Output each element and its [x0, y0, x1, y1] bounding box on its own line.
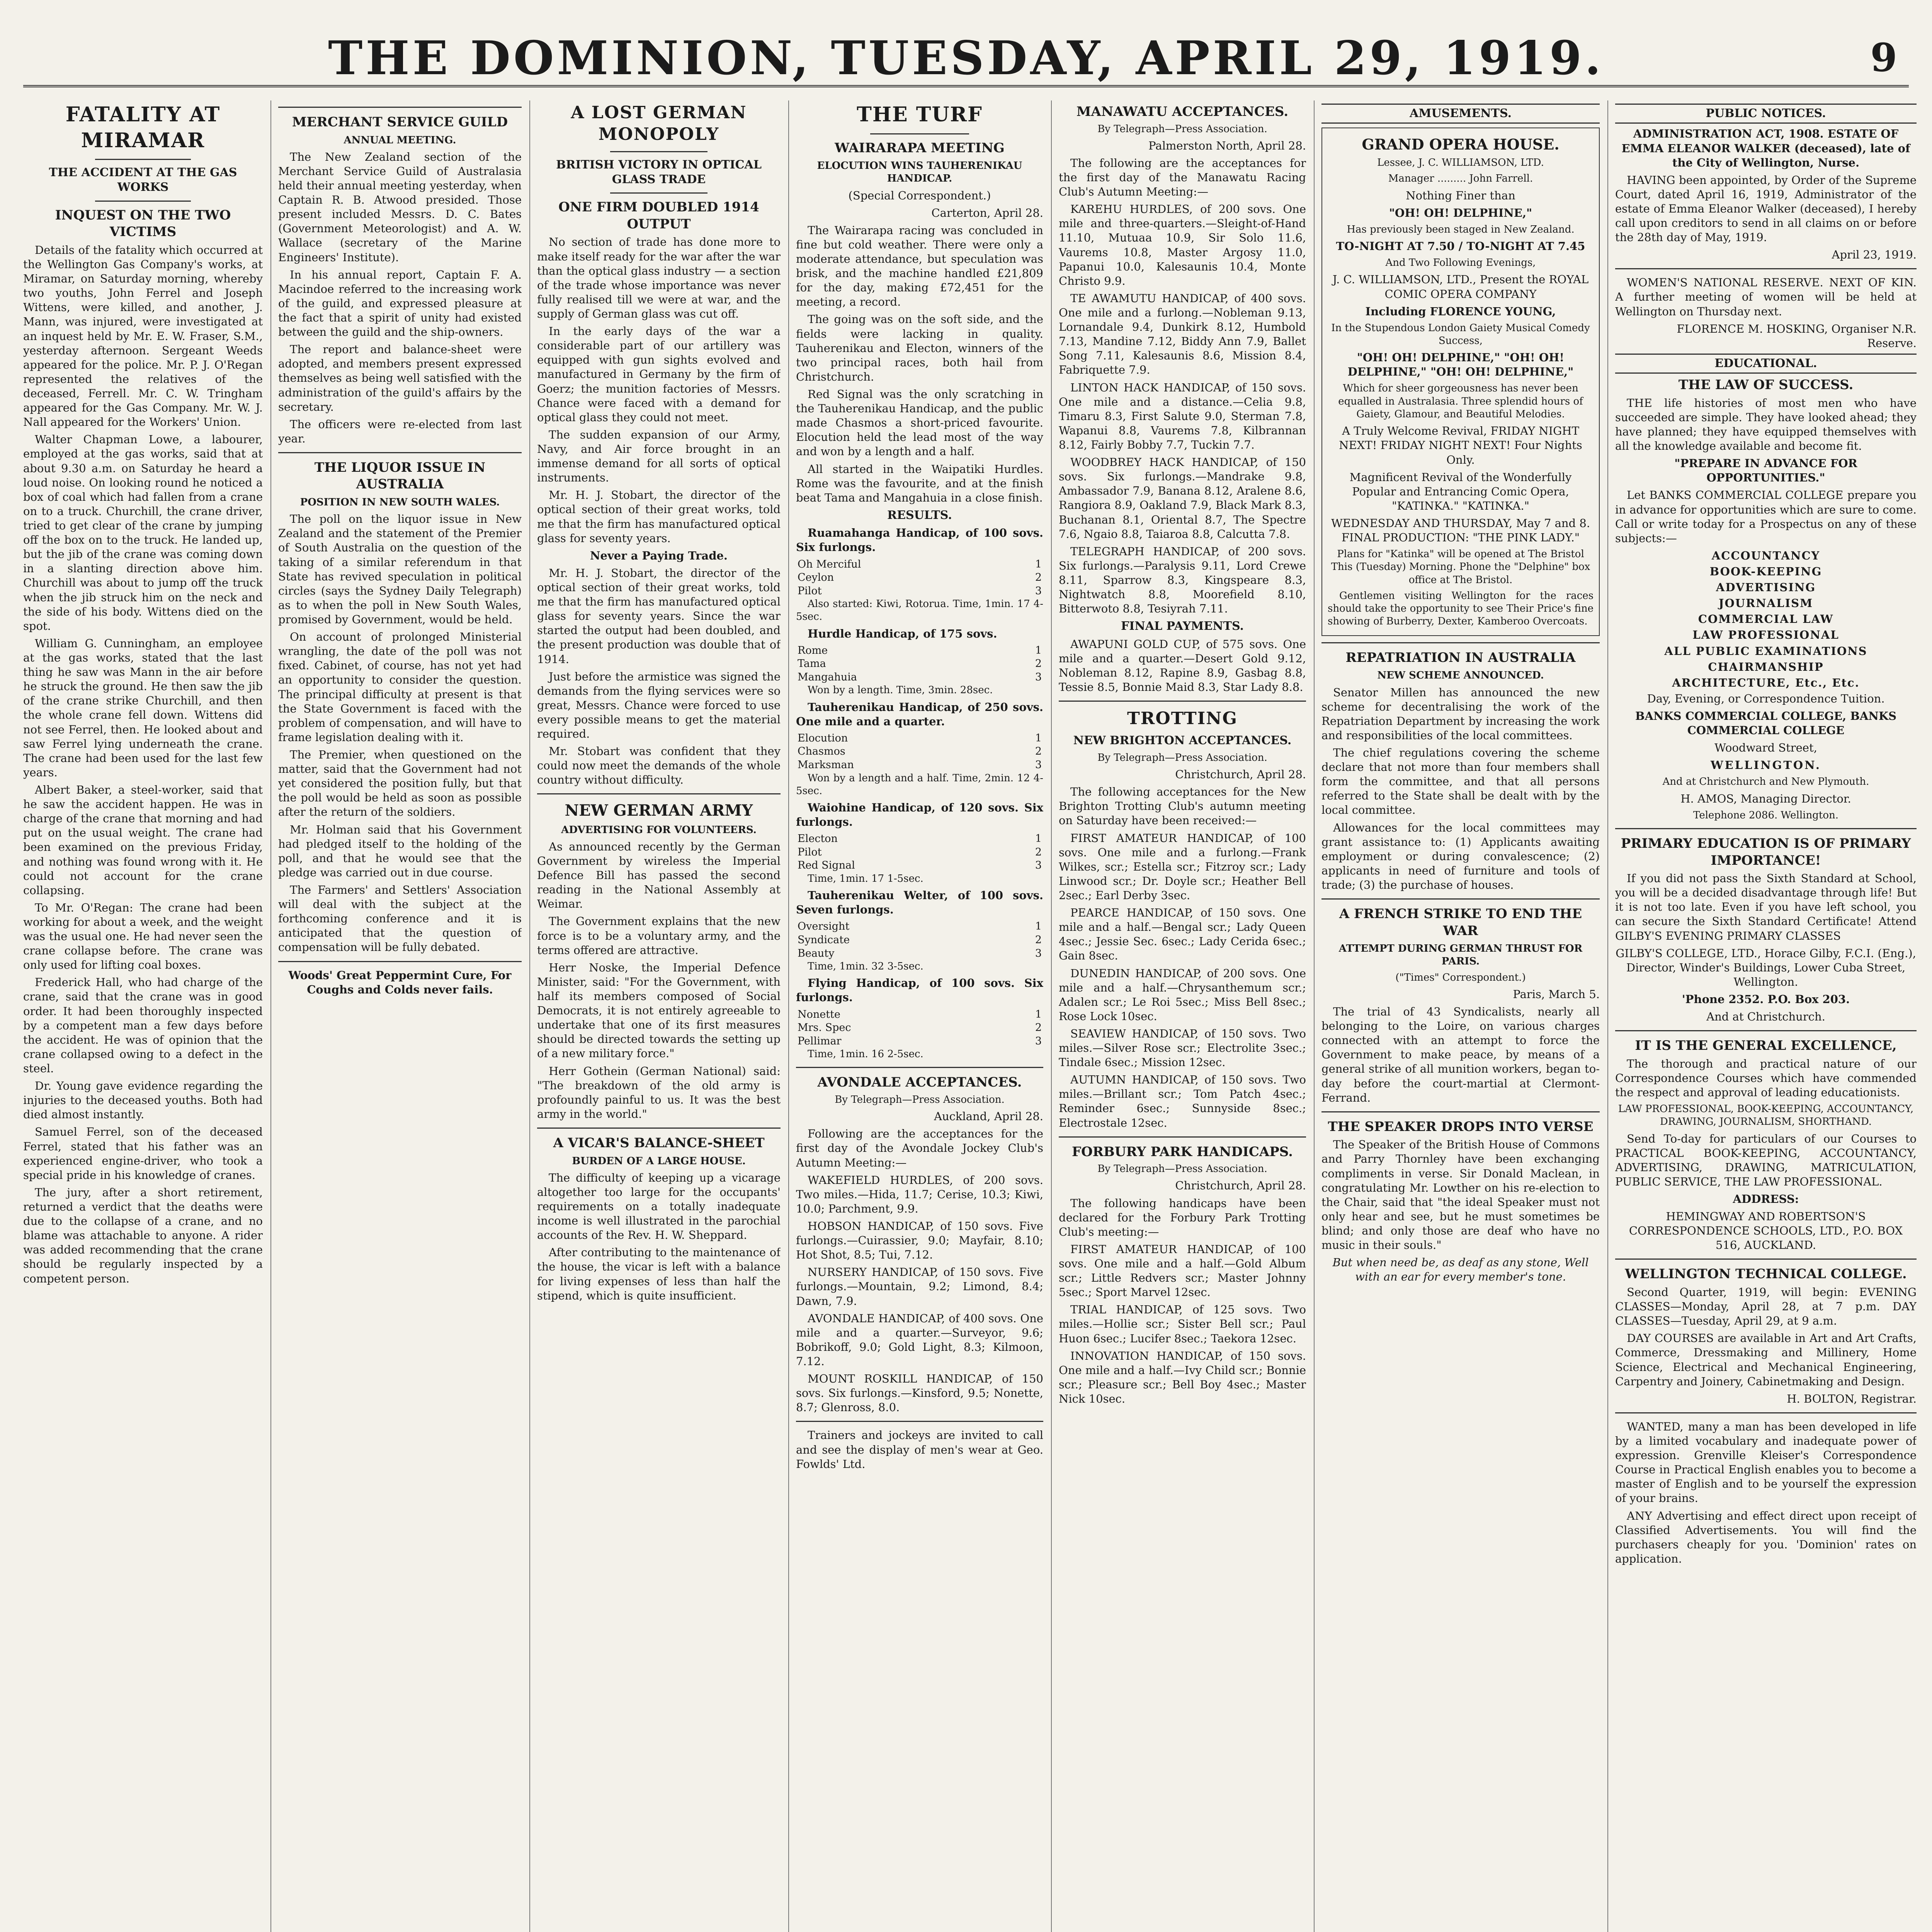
column-rule [529, 100, 530, 1932]
horse-name: Pilot [798, 585, 822, 597]
article-paragraph: On account of prolonged Ministerial wrangling, the date of the poll was not fixed. Cabinet, of course, has not yet had an opportunity to consider the question. The principal difficulty at present is that the State Government is faced with the problem of compensation, and will have to frame legislation dealing with it. [278, 630, 522, 744]
byline: (Special Correspondent.) [848, 189, 991, 202]
article-paragraph: Walter Chapman Lowe, a labourer, employed at the gas works, said that at about 9.30 a.m. on Saturday he heard a loud noise. On looking round he noticed a box of coal which had fallen from a crane on to a truck. Churchill, the crane driver, tried to get clear of the crane by jumping off the box on to the truck. He landed up, but the jib of the crane was coming down in a slanting direction above him. Churchill was about to jump off the truck when the jib struck him on the neck and the side of his body. Wittens died on the spot. [23, 433, 263, 633]
horse-placing: 1 [1035, 920, 1042, 933]
headline-turf: THE TURF [857, 103, 983, 126]
subject-item: ACCOUNTANCY [1711, 549, 1820, 562]
placing-row [796, 759, 1043, 772]
placing-row [796, 846, 1043, 859]
article-paragraph: Mr. Stobart was confident that they could now meet the demands of the whole country without difficulty. [537, 745, 781, 787]
byline: By Telegraph—Press Association. [835, 1094, 1005, 1105]
headline-merchant-guild: MERCHANT SERVICE GUILD [292, 114, 508, 130]
headline-speaker: THE SPEAKER DROPS INTO VERSE [1328, 1119, 1594, 1134]
column-rule [270, 100, 271, 1932]
article-paragraph: Trainers and jockeys are invited to call and see the display of men's wear at Geo. Fowlds' Ltd. [796, 1429, 1043, 1471]
acceptance-entry: TRIAL HANDICAP, of 125 sovs. Two miles.—Hollie scr.; Sister Bell scr.; Paul Huon 6sec.; Lucifer 8sec.; Taekora 12sec. [1059, 1303, 1306, 1345]
article-paragraph: Samuel Ferrel, son of the deceased Ferrel, stated that his father was an experienced engine-driver, who took a special pride in his knowledge of cranes. [23, 1125, 263, 1182]
opera-chorus: "OH! OH! DELPHINE," "OH! OH! DELPHINE," "OH! OH! DELPHINE," [1347, 351, 1574, 379]
notice-entry: WOMEN'S NATIONAL RESERVE. NEXT OF KIN. A further meeting of women will be held at Wellington on Thursday next. [1615, 276, 1917, 318]
article-paragraph: Red Signal was the only scratching in the Tauherenikau Handicap, and the public made Chasmos a short-priced favourite. Elocution held the lead most of the way and won by a length and a half. [796, 388, 1043, 458]
horse-name: Mangahuia [798, 671, 857, 683]
headline-law-of-success: THE LAW OF SUCCESS. [1678, 377, 1854, 393]
opera-plans: Plans for "Katinka" will be opened at The Bristol This (Tuesday) Morning. Phone the "Delphine" box office at The Bristol. [1331, 548, 1590, 586]
headline-repatriation: REPATRIATION IN AUSTRALIA [1345, 650, 1576, 665]
article-paragraph: After contributing to the maintenance of the house, the vicar is left with a balance for living expenses of less than half the stipend, which is quite insufficient. [537, 1246, 781, 1302]
horse-placing: 2 [1035, 934, 1042, 946]
horse-name: Ceylon [798, 571, 834, 584]
placing-row [796, 1021, 1043, 1035]
article-paragraph: If you did not pass the Sixth Standard at School, you will be a decided disadvantage through life! But it is not too late. Even if you have left school, you can secure the Sixth Standard Certificate! Attend GILBY'S EVENING PRIMARY CLASSES [1615, 872, 1917, 942]
acceptance-entry: NURSERY HANDICAP, of 150 sovs. Five furlongs.—Mountain, 9.2; Limond, 8.4; Dawn, 7.9. [796, 1265, 1043, 1308]
article-paragraph: The thorough and practical nature of our Correspondence Courses which have commended the respect and approval of leading educationists. [1615, 1057, 1917, 1099]
article-paragraph: In his annual report, Captain F. A. Macindoe referred to the increasing work of the guild, and expressed pleasure at the fact that a spirit of unity had existed between the guild and the ship-owners. [278, 268, 522, 339]
placing-row [796, 1035, 1043, 1048]
placing-row [796, 947, 1043, 961]
horse-name: Oh Merciful [798, 558, 861, 570]
notice-date: April 23, 1919. [1832, 248, 1917, 262]
acceptance-entry: TE AWAMUTU HANDICAP, of 400 sovs. One mile and a furlong.—Nobleman 9.13, Lornandale 9.4, Dunkirk 8.12, Humbold 7.13, Mandine 7.12, Biddy Ann 7.9, Ballet Song 7.11, Kalesaunis 8.6, Mission 8.4, Fabriquette 7.9. [1059, 291, 1306, 377]
opera-following: And Two Following Evenings, [1385, 257, 1536, 269]
college-city: WELLINGTON. [1711, 759, 1821, 772]
placing-row [796, 1008, 1043, 1022]
article-paragraph: The Speaker of the British House of Commons and Parry Thornley have been exchanging compliments in verse. Sir Donald Maclean, in congratulating Mr. Lowther on his re-election to the Chair, said that "the ideal Speaker must not only hear and see, but he must sometimes be blind; and only those are deaf who have no music in their souls." [1321, 1138, 1600, 1252]
subhead-new-brighton: NEW BRIGHTON ACCEPTANCES. [1073, 734, 1292, 748]
acceptance-entry: HOBSON HANDICAP, of 150 sovs. Five furlongs.—Cuirassier, 9.0; Mayfair, 8.10; Hot Shot, 8.5; Tui, 7.12. [796, 1219, 1043, 1262]
opera-katinka: Magnificent Revival of the Wonderfully Popular and Entrancing Comic Opera, "KATINKA." "KATINKA." [1349, 470, 1572, 512]
horse-placing: 2 [1035, 846, 1042, 858]
subject-item: COMMERCIAL LAW [1698, 612, 1834, 626]
subject-list [1615, 549, 1917, 690]
placing-row [796, 859, 1043, 872]
article-paragraph: The jury, after a short retirement, returned a verdict that the deaths were due to the collapse of a crane, and no blame was attachable to anyone. A rider was added recommending that the crane should be regularly inspected by a competent person. [23, 1185, 263, 1285]
opera-star: Including FLORENCE YOUNG, [1365, 304, 1556, 318]
article-paragraph: Senator Millen has announced the new scheme for decentralising the work of the Repatriation Department by increasing the work and responsibilities of the local committees. [1321, 685, 1600, 742]
horse-name: Oversight [798, 920, 850, 933]
article-paragraph: Dr. Young gave evidence regarding the injuries to the deceased youths. Both had died almost instantly. [23, 1079, 263, 1121]
horse-placing: 1 [1035, 644, 1042, 656]
article-paragraph: All started in the Waipatiki Hurdles. Rome was the favourite, and at the finish beat Tama and Mangahuia in a close finish. [796, 462, 1043, 504]
subhead-large-house: BURDEN OF A LARGE HOUSE. [572, 1155, 746, 1167]
column-rule [788, 100, 789, 1932]
opera-title: GRAND OPERA HOUSE. [1362, 136, 1560, 153]
race-title: Tauherenikau Handicap, of 250 sovs. One mile and a quarter. [796, 700, 1043, 728]
gilby-college: GILBY'S COLLEGE, LTD., Horace Gilby, F.C.I. (Eng.), Director, Winder's Buildings, Lower Cuba Street, Wellington. [1616, 946, 1916, 988]
opera-company: J. C. WILLIAMSON, LTD., Present the ROYAL COMIC OPERA COMPANY [1332, 273, 1589, 301]
subhead-optical-glass: BRITISH VICTORY IN OPTICAL GLASS TRADE [556, 158, 762, 187]
article-paragraph: The Farmers' and Settlers' Association will deal with the subject at the forthcoming conference and it is anticipated that the question of compensation will be fully debated. [278, 883, 522, 954]
acceptance-entry: PEARCE HANDICAP, of 150 sovs. One mile and a half.—Bengal scr.; Lady Queen 4sec.; Jessie Sec. 6sec.; Lady Cerida 6sec.; Gain 8sec. [1059, 906, 1306, 963]
dateline: Paris, March 5. [1513, 987, 1600, 1001]
opera-finale: WEDNESDAY AND THURSDAY, May 7 and 8. FINAL PRODUCTION: "THE PINK LADY." [1331, 516, 1590, 544]
article-paragraph: Frederick Hall, who had charge of the crane, said that the crane was in good order. It had been thoroughly inspected by a competent man a few days before the accident. He was of opinion that the crane collapsed owing to a defect in the steel. [23, 976, 263, 1075]
opera-lessee: Lessee, J. C. WILLIAMSON, LTD. [1377, 157, 1544, 169]
dateline: Christchurch, April 28. [1175, 1179, 1306, 1192]
horse-placing: 1 [1035, 833, 1042, 845]
horse-name: Nonette [798, 1008, 840, 1020]
placings-table [796, 1008, 1043, 1048]
notice-signature: FLORENCE M. HOSKING, Organiser N.R. Reserve. [1677, 322, 1917, 350]
subhead-elocution: ELOCUTION WINS TAUHERENIKAU HANDICAP. [817, 160, 1022, 185]
article-paragraph: Second Quarter, 1919, will begin: EVENING CLASSES—Monday, April 28, at 7 p.m. DAY CLASSES—Tuesday, April 29, at 9 a.m. [1615, 1285, 1917, 1328]
subhead-volunteers: ADVERTISING FOR VOLUNTEERS. [561, 824, 757, 836]
article-paragraph: The difficulty of keeping up a vicarage altogether too large for the occupants' requirements on a totally inadequate income is well illustrated in the parochial accounts of the Rev. H. W. Sheppard. [537, 1171, 781, 1242]
article-paragraph: Details of the fatality which occurred at the Wellington Gas Company's works, at Miramar, on Saturday morning, whereby two youths, John Ferrel and Joseph Wittens, were killed, and another, J. Mann, was injured, were investigated at an inquest held by Mr. E. W. Fraser, S.M., yesterday afternoon. Sergeant Weeds appeared for the police. Mr. P. J. O'Regan represented the relatives of the deceased, Ferrell. Mr. C. W. Tringham appeared for the Gas Company. Mr. W. J. Nall appeared for the Workers' Union. [23, 243, 263, 429]
acceptance-entry: LINTON HACK HANDICAP, of 150 sovs. One mile and a distance.—Celia 9.8, Timaru 8.3, First Salute 9.0, Sterman 7.8, Wapanui 8.8, Vaurems 7.8, Kilbrannan 8.12, Fairly Bobby 7.7, Tuckin 7.7. [1059, 381, 1306, 451]
horse-name: Chasmos [798, 745, 845, 758]
subject-item: BOOK-KEEPING [1709, 565, 1822, 578]
column-fatality [23, 100, 263, 1932]
acceptance-entry: FIRST AMATEUR HANDICAP, of 100 sovs. One mile and a furlong.—Frank Wilkes, scr.; Estella scr.; Fitzroy scr.; Lady Linwood scr.; Dr. Doyle scr.; Heather Bell 2sec.; Earl Derby 3sec. [1059, 831, 1306, 902]
headline-vicar: A VICAR'S BALANCE-SHEET [553, 1135, 765, 1151]
horse-placing: 2 [1035, 1022, 1042, 1034]
opera-gentlemen: Gentlemen visiting Wellington for the races should take the opportunity to see Their Price's fine showing of Burberry, Dexter, Kamberoo Overcoats. [1328, 590, 1594, 628]
race-note: Won by a length and a half. Time, 2min. 12 4-5sec. [796, 772, 1043, 797]
registrar: H. BOLTON, Registrar. [1787, 1392, 1917, 1405]
subject-item: LAW PROFESSIONAL [1692, 628, 1839, 642]
article-paragraph: Following are the acceptances for the first day of the Avondale Jockey Club's Autumn Meeting:— [796, 1127, 1043, 1169]
race-note: Time, 1min. 16 2-5sec. [808, 1048, 923, 1060]
college-branch: And at Christchurch and New Plymouth. [1662, 776, 1869, 788]
notice-entry: HAVING been appointed, by Order of the Supreme Court, dated April 16, 1919, Administrator of the estate of Emma Eleanor Walker (deceased), I hereby call upon creditors to send in all claims on or before the 28th day of May, 1919. [1615, 173, 1917, 244]
verse: But when need be, as deaf as any stone, Well with an ear for every member's tone. [1332, 1256, 1589, 1284]
horse-name: Pilot [798, 846, 822, 858]
column-manawatu [1059, 100, 1306, 1932]
horse-placing: 3 [1035, 947, 1042, 959]
headline-general-excellence: IT IS THE GENERAL EXCELLENCE, [1635, 1038, 1897, 1054]
opera-line: Has previously been staged in New Zealand. [1347, 223, 1575, 235]
article-paragraph: To Mr. O'Regan: The crane had been working for about a week, and the weight was the usual one. He had never seen the crane collapse before. The crane was only used for lifting coal boxes. [23, 901, 263, 972]
horse-placing: 2 [1035, 658, 1042, 670]
column-rule [1051, 100, 1052, 1932]
acceptance-entry: WOODBREY HACK HANDICAP, of 150 sovs. Six furlongs.—Mandrake 9.8, Ambassador 7.9, Banana 8.12, Aralene 8.6, Rangiora 8.9, Oakland 7.9, Black Mark 8.3, Buchanan 8.1, Oriental 8.7, The Spectre 7.6, Ngaio 8.8, Taiaroa 8.8, Calcutta 7.8. [1059, 456, 1306, 541]
race-title: Hurdle Handicap, of 175 sovs. [808, 627, 997, 640]
horse-placing: 2 [1035, 745, 1042, 758]
article-paragraph: As announced recently by the German Government by wireless the Imperial Defence Bill has passed the second reading in the National Assembly at Weimar. [537, 840, 781, 911]
byline: By Telegraph—Press Association. [1097, 123, 1267, 135]
college-name: BANKS COMMERCIAL COLLEGE, BANKS COMMERCIAL COLLEGE [1635, 709, 1897, 737]
subhead-new-scheme: NEW SCHEME ANNOUNCED. [1377, 670, 1544, 682]
acceptance-entry: DUNEDIN HANDICAP, of 200 sovs. One mile and a half.—Chrysanthemum scr.; Adalen scr.; Le Roi 5sec.; Miss Bell 8sec.; Rose Lock 10sec. [1059, 966, 1306, 1023]
tuition: Day, Evening, or Correspondence Tuition. [1647, 692, 1885, 705]
horse-name: Electon [798, 833, 838, 845]
article-paragraph: WANTED, many a man has been developed in life by a limited vocabulary and inadequate power of expression. Grenville Kleiser's Correspondence Course in Practical English enables you to become a master of English and to be yourself the expression of your brains. [1615, 1420, 1917, 1505]
section-amusements: AMUSEMENTS. [1321, 104, 1600, 124]
article-paragraph: Mr. H. J. Stobart, the director of the optical section of their great works, told me that the firm has manufactured optical glass for seventy years. Since the war started the output had been doubled, and the present production was double that of 1914. [537, 566, 781, 666]
article-paragraph: The New Zealand section of the Merchant Service Guild of Australasia held their annual meeting yesterday, when Captain R. B. Atwood presided. Those present included Messrs. D. C. Bates (Government Meteorologist) and A. W. Wallace (secretary of the Marine Engineers' Institute). [278, 150, 522, 264]
horse-name: Rome [798, 644, 828, 656]
article-paragraph: Allowances for the local committees may grant assistance to: (1) Applicants awaiting employment or during convalescence; (2) applicants in need of furniture and tools of trade; (3) the purchase of houses. [1321, 821, 1600, 891]
article-paragraph: The sudden expansion of our Army, Navy, and Air force brought in an immense demand for all sorts of optical instruments. [537, 428, 781, 485]
headline-primary-education: PRIMARY EDUCATION IS OF PRIMARY IMPORTANCE! [1621, 836, 1911, 868]
race-note: Time, 1min. 17 1-5sec. [808, 872, 923, 884]
notice-entry: ADMINISTRATION ACT, 1908. ESTATE OF EMMA ELEANOR WALKER (deceased), late of the City of Wellington, Nurse. [1621, 127, 1910, 169]
subject-item: ADVERTISING [1716, 581, 1816, 594]
opera-desc: Which for sheer gorgeousness has never been equalled in Australasia. Three splendid hours of Gaiety, Glamour, and Beautiful Melodies. [1338, 383, 1583, 420]
article-paragraph: The following are the acceptances for the first day of the Manawatu Racing Club's Autumn Meeting:— [1059, 156, 1306, 199]
article-paragraph: Send To-day for particulars of our Courses to PRACTICAL BOOK-KEEPING, ACCOUNTANCY, ADVERTISING, DRAWING, MATRICULATION, PUBLIC SERVICE, THE LAW PROFESSIONAL. [1615, 1132, 1917, 1188]
horse-placing: 3 [1035, 585, 1042, 597]
subject-item: ALL PUBLIC EXAMINATIONS [1664, 644, 1867, 658]
subhead-paris: ATTEMPT DURING GERMAN THRUST FOR PARIS. [1338, 943, 1583, 968]
horse-name: Red Signal [798, 859, 855, 872]
headline-german-monopoly: A LOST GERMAN MONOPOLY [571, 103, 747, 145]
placing-row [796, 657, 1043, 671]
address-label: ADDRESS: [1733, 1192, 1799, 1206]
race-note: Also started: Kiwi, Rotorua. Time, 1min. 17 4-5sec. [796, 598, 1043, 623]
article-paragraph: The following acceptances for the New Brighton Trotting Club's autumn meeting on Saturday have been received:— [1059, 785, 1306, 827]
column-rule [1314, 100, 1315, 1932]
dateline: Auckland, April 28. [934, 1110, 1043, 1123]
article-paragraph: The report and balance-sheet were adopted, and members present expressed themselves as being well satisfied with the administration of the guild's affairs by the secretary. [278, 343, 522, 413]
horse-name: Elocution [798, 732, 848, 744]
acceptance-entry: TELEGRAPH HANDICAP, of 200 sovs. Six furlongs.—Paralysis 9.11, Lord Crewe 8.11, Sparrow 8.3, Kingspeare 8.3, Nightwatch 8.8, Moorefield 8.10, Bitterwoto 8.8, Tesiyrah 7.11. [1059, 544, 1306, 616]
placing-row [796, 920, 1043, 934]
column-guild-liquor [278, 100, 522, 1932]
horse-name: Tama [798, 658, 826, 670]
article-paragraph: In the early days of the war a considerable part of our artillery was equipped with gun sights evolved and manufactured in Germany by the firm of Goerz; the munition factories of Messrs. Chance were faced with a demand for optical glass they could not meet. [537, 325, 781, 424]
article-paragraph: Herr Noske, the Imperial Defence Minister, said: "For the Government, with half its members composed of Social Democrats, it is not entirely agreeable to undertake that one of its first measures should be directed towards the setting up of a new military force." [537, 961, 781, 1060]
horse-placing: 1 [1035, 558, 1042, 570]
opera-song: "OH! OH! DELPHINE," [1389, 206, 1532, 219]
opera-nights: TO-NIGHT AT 7.50 / TO-NIGHT AT 7.45 [1336, 240, 1585, 253]
article-paragraph: Mr. H. J. Stobart, the director of the optical section of their great works, told me that the firm has manufactured optical glass for seventy years. [537, 488, 781, 545]
peppermint-ad: Woods' Great Peppermint Cure, For Coughs and Colds never fails. [288, 968, 512, 996]
opera-revival: A Truly Welcome Revival, FRIDAY NIGHT NEXT! FRIDAY NIGHT NEXT! Four Nights Only. [1339, 424, 1582, 466]
column-public-notices [1615, 100, 1917, 1932]
subject-item: ARCHITECTURE, Etc., Etc. [1672, 676, 1860, 689]
page-number: 9 [1870, 35, 1897, 80]
placings-table [796, 920, 1043, 960]
article-paragraph: Let BANKS COMMERCIAL COLLEGE prepare you in advance for opportunities which are sure to come. Call or write today for a Prospectus on any of these subjects:— [1615, 488, 1917, 545]
placings-table [796, 732, 1043, 772]
article-paragraph: Just before the armistice was signed the demands from the flying services were so great, Messrs. Chance were forced to use every possible means to get the material required. [537, 670, 781, 741]
subhead-paying-trade: Never a Paying Trade. [590, 549, 728, 562]
horse-placing: 3 [1035, 859, 1042, 872]
opera-line: Nothing Finer than [1406, 189, 1515, 202]
college-street: Woodward Street, [1714, 741, 1817, 755]
article-paragraph: William G. Cunningham, an employee at the gas works, stated that the last thing he saw was Mann in the air before he struck the ground. He then saw the jib of the crane strike Churchill, and then the whole crane fell down. Wittens did not see Ferrel, then. He looked about and saw Ferrel lying underneath the crane. The crane had been used for the last few years. [23, 636, 263, 779]
headline-manawatu: MANAWATU ACCEPTANCES. [1076, 104, 1289, 119]
subject-item: CHAIRMANSHIP [1708, 660, 1824, 673]
gilby-phone: 'Phone 2352. P.O. Box 203. [1682, 993, 1850, 1006]
article-paragraph: The Wairarapa racing was concluded in fine but cold weather. There were only a moderate attendance, but speculation was brisk, and the machine handled £21,809 for the day, making £72,451 for the meeting, a record. [796, 223, 1043, 309]
subhead-gas-works: THE ACCIDENT AT THE GAS WORKS [49, 166, 237, 194]
horse-name: Mrs. Spec [798, 1022, 851, 1034]
byline: By Telegraph—Press Association. [1097, 752, 1267, 764]
subhead-annual-meeting: ANNUAL MEETING. [344, 134, 456, 146]
headline-trotting: TROTTING [1127, 709, 1238, 729]
horse-placing: 1 [1035, 1008, 1042, 1020]
horse-name: Beauty [798, 947, 835, 959]
masthead [23, 27, 1909, 87]
byline: By Telegraph—Press Association. [1097, 1163, 1267, 1175]
subhead-doubled-output: ONE FIRM DOUBLED 1914 OUTPUT [558, 199, 759, 232]
article-paragraph: Herr Gothein (German National) said: "The breakdown of the old army is profoundly painful to us. It was the best army in the world." [537, 1064, 781, 1121]
subhead-wairarapa: WAIRARAPA MEETING [835, 140, 1005, 156]
course-subjects: LAW PROFESSIONAL, BOOK-KEEPING, ACCOUNTANCY, DRAWING, JOURNALISM, SHORTHAND. [1618, 1103, 1914, 1128]
placing-row [796, 644, 1043, 658]
placing-row [796, 832, 1043, 846]
placings-table [796, 644, 1043, 684]
headline-liquor-issue: THE LIQUOR ISSUE IN AUSTRALIA [314, 459, 486, 492]
race-title: Waiohine Handicap, of 120 sovs. Six furlongs. [796, 801, 1043, 829]
column-rule [1607, 100, 1608, 1932]
slogan: "PREPARE IN ADVANCE FOR OPPORTUNITIES." [1674, 457, 1857, 485]
section-educational: EDUCATIONAL. [1615, 354, 1917, 374]
placing-row [796, 732, 1043, 745]
article-paragraph: The officers were re-elected from last year. [278, 417, 522, 445]
byline: ("Times" Correspondent.) [1395, 971, 1526, 983]
subhead-final-payments: FINAL PAYMENTS. [1121, 619, 1244, 633]
headline-avondale: AVONDALE ACCEPTANCES. [817, 1075, 1022, 1090]
article-paragraph: Albert Baker, a steel-worker, said that he saw the accident happen. He was in charge of the crane that morning and had put on the usual weight. The crane had been examined on the previous Friday, and nothing was found wrong with it. He could not account for the crane collapsing. [23, 783, 263, 897]
headline-technical-college: WELLINGTON TECHNICAL COLLEGE. [1625, 1266, 1907, 1282]
placing-row [796, 558, 1043, 571]
column-turf [796, 100, 1043, 1932]
headline-fatality: FATALITY AT MIRAMAR [65, 103, 221, 152]
subject-item: JOURNALISM [1718, 597, 1813, 610]
article-paragraph: The trial of 43 Syndicalists, nearly all belonging to the Loire, on various charges connected with an attempt to force the Government to make peace, by means of a general strike of all munition workers, began to-day before the court-martial at Clermont-Ferrand. [1321, 1005, 1600, 1104]
opera-success: In the Stupendous London Gaiety Musical Comedy Success, [1331, 322, 1590, 347]
horse-placing: 2 [1035, 571, 1042, 584]
placing-row [796, 745, 1043, 759]
hemingway-firm: HEMINGWAY AND ROBERTSON'S CORRESPONDENCE SCHOOLS, LTD., P.O. BOX 516, AUCKLAND. [1629, 1210, 1903, 1252]
article-paragraph: The Premier, when questioned on the matter, said that the Government had not yet considered the position fully, but that the poll would be held as soon as possible after the return of the soldiers. [278, 748, 522, 819]
race-title: Ruamahanga Handicap, of 100 sovs. Six furlongs. [796, 526, 1043, 554]
dateline: Carterton, April 28. [931, 206, 1043, 219]
race-note: Won by a length. Time, 3min. 28sec. [808, 684, 993, 696]
opera-manager: Manager ......... John Farrell. [1388, 173, 1533, 185]
article-paragraph: The following handicaps have been declared for the Forbury Park Trotting Club's meeting:— [1059, 1196, 1306, 1238]
headline-forbury: FORBURY PARK HANDICAPS. [1072, 1144, 1293, 1160]
acceptance-entry: INNOVATION HANDICAP, of 150 sovs. One mile and a half.—Ivy Child scr.; Bonnie scr.; Pleasure scr.; Bell Boy 4sec.; Master Nick 10sec. [1059, 1349, 1306, 1406]
placing-row [796, 571, 1043, 585]
article-paragraph: The going was on the soft side, and the fields were lacking in quality. Tauherenikau and Electon, winners of the two principal races, both hail from Christchurch. [796, 313, 1043, 383]
article-paragraph: Mr. Holman said that his Government had pledged itself to the holding of the poll, and that he would see that the pledge was carried out in due course. [278, 823, 522, 879]
horse-placing: 3 [1035, 671, 1042, 683]
dateline: Christchurch, April 28. [1175, 768, 1306, 781]
acceptance-entry: AUTUMN HANDICAP, of 150 sovs. Two miles.—Brillant scr.; Tom Patch 4sec.; Reminder 6sec.; Sunnyside 8sec.; Electrostale 12sec. [1059, 1073, 1306, 1129]
acceptance-entry: KAREHU HURDLES, of 200 sovs. One mile and three-quarters.—Sleight-of-Hand 11.10, Mutuaa 10.9, Sir Solo 11.6, Vaurems 10.8, Master Argosy 11.0, Papanui 10.0, Kalesaunis 10.4, Monte Christo 9.9. [1059, 202, 1306, 287]
acceptance-entry: WAKEFIELD HURDLES, of 200 sovs. Two miles.—Hida, 11.7; Cerise, 10.3; Kiwi, 10.0; Parchment, 9.9. [796, 1173, 1043, 1215]
article-paragraph: THE life histories of most men who have succeeded are simple. They have looked ahead; they have planned; they have equipped themselves with all the knowledge available and become fit. [1615, 396, 1917, 453]
race-results [796, 526, 1043, 1061]
article-paragraph: ANY Advertising and effect direct upon receipt of Classified Advertisements. You will find the purchasers cheaply for you. 'Dominion' rates on application. [1615, 1509, 1917, 1565]
subhead-nsw: POSITION IN NEW SOUTH WALES. [300, 497, 500, 508]
horse-name: Marksman [798, 759, 854, 771]
column-german [537, 100, 781, 1932]
column-amusements [1321, 100, 1600, 1932]
race-note: Time, 1min. 32 3-5sec. [808, 961, 923, 973]
horse-placing: 3 [1035, 759, 1042, 771]
placing-row [796, 934, 1043, 947]
placings-table [796, 832, 1043, 872]
acceptance-entry: AWAPUNI GOLD CUP, of 575 sovs. One mile and a quarter.—Desert Gold 9.12, Nobleman 8.12, Rapine 8.9, Gasbag 8.8, Tessie 8.5, Bonnie Maid 8.3, Star Lady 8.8. [1059, 637, 1306, 694]
race-title: Flying Handicap, of 100 sovs. Six furlongs. [796, 976, 1043, 1004]
dateline: Palmerston North, April 28. [1148, 139, 1306, 152]
horse-name: Pellimar [798, 1035, 842, 1047]
article-paragraph: The poll on the liquor issue in New Zealand and the statement of the Premier of South Australia on the question of the taking of a similar referendum in that State has revived speculation in political circles (says the Sydney Daily Telegraph) as to when the poll in New South Wales, promised by Government, would be held. [278, 512, 522, 626]
acceptance-entry: SEAVIEW HANDICAP, of 150 sovs. Two miles.—Silver Rose scr.; Electrolite 3sec.; Tindale 6sec.; Mission 12sec. [1059, 1027, 1306, 1069]
acceptance-entry: FIRST AMATEUR HANDICAP, of 100 sovs. One mile and a half.—Gold Album scr.; Little Redvers scr.; Master Johnny 5sec.; Sport Marvel 12sec. [1059, 1242, 1306, 1299]
placing-row [796, 585, 1043, 598]
race-title: Tauherenikau Welter, of 100 sovs. Seven furlongs. [796, 889, 1043, 917]
article-paragraph: The chief regulations covering the scheme declare that not more than four members shall form the committee, and that all persons referred to the State shall be dealt with by the local committee. [1321, 746, 1600, 817]
article-paragraph: DAY COURSES are available in Art and Art Crafts, Commerce, Dressmaking and Millinery, Home Science, Electrical and Mechanical Engineering, Carpentry and Joinery, Cabinetmaking and Design. [1615, 1332, 1917, 1388]
article-paragraph: No section of trade has done more to make itself ready for the war after the war than the optical glass industry — a section of the trade whose importance was never fully realised till we were at war, and the supply of German glass was cut off. [537, 235, 781, 320]
college-phone: Telephone 2086. Wellington. [1693, 809, 1838, 821]
gilby-branch: And at Christchurch. [1706, 1010, 1825, 1024]
section-public-notices: PUBLIC NOTICES. [1615, 104, 1917, 124]
acceptance-entry: MOUNT ROSKILL HANDICAP, of 150 sovs. Six furlongs.—Kinsford, 9.5; Nonette, 8.7; Glenross, 8.0. [796, 1372, 1043, 1414]
horse-placing: 3 [1035, 1035, 1042, 1047]
horse-placing: 1 [1035, 732, 1042, 744]
college-director: H. AMOS, Managing Director. [1680, 792, 1851, 805]
subhead-results: RESULTS. [887, 508, 952, 522]
headline-german-army: NEW GERMAN ARMY [565, 801, 753, 820]
headline-french-strike: A FRENCH STRIKE TO END THE WAR [1339, 906, 1582, 939]
acceptance-entry: AVONDALE HANDICAP, of 400 sovs. One mile and a quarter.—Surveyor, 9.6; Bobrikoff, 9.0; Gold Light, 8.3; Kilmoon, 7.12. [796, 1311, 1043, 1368]
placings-table [796, 558, 1043, 598]
placing-row [796, 671, 1043, 684]
newspaper-title: THE DOMINION, TUESDAY, APRIL 29, 1919. [328, 31, 1604, 85]
horse-name: Syndicate [798, 934, 850, 946]
opera-house-ad [1321, 128, 1600, 636]
article-paragraph: The Government explains that the new force is to be a voluntary army, and the terms offered are attractive. [537, 915, 781, 957]
subhead-inquest: INQUEST ON THE TWO VICTIMS [55, 207, 231, 240]
